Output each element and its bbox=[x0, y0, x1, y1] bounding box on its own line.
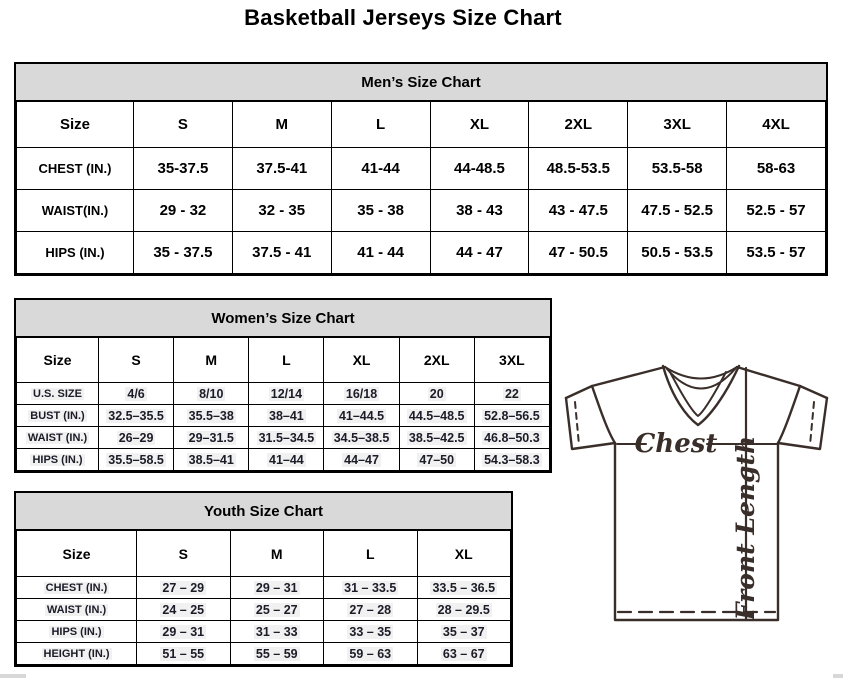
size-column-header: XL bbox=[324, 338, 399, 383]
measurement-value-cell: 48.5-53.5 bbox=[529, 148, 628, 190]
jersey-sleeve-left bbox=[566, 398, 615, 449]
measurement-value-cell: 59 – 63 bbox=[324, 643, 418, 665]
size-column-header: 2XL bbox=[399, 338, 474, 383]
measurement-value-cell: 26–29 bbox=[99, 427, 174, 449]
measurement-value-cell: 47 - 50.5 bbox=[529, 232, 628, 274]
measurement-value-cell: 37.5 - 41 bbox=[232, 232, 331, 274]
page-title: Basketball Jerseys Size Chart bbox=[244, 5, 562, 30]
size-column-header: M bbox=[232, 102, 331, 148]
horizontal-scrollbar-fragment-right[interactable] bbox=[833, 674, 843, 678]
size-column-header: 3XL bbox=[628, 102, 727, 148]
measurement-value-cell: 29 - 32 bbox=[134, 190, 233, 232]
size-column-header: S bbox=[134, 102, 233, 148]
measurement-value-cell: 35 – 37 bbox=[417, 621, 511, 643]
measurement-value-cell: 54.3–58.3 bbox=[474, 449, 549, 471]
measurement-value-cell: 35.5–58.5 bbox=[99, 449, 174, 471]
measurement-value-cell: 44–47 bbox=[324, 449, 399, 471]
measurement-value-cell: 29 – 31 bbox=[230, 577, 324, 599]
measurement-row bbox=[17, 148, 826, 190]
size-column-header: L bbox=[331, 102, 430, 148]
jersey-measurement-diagram bbox=[556, 356, 832, 648]
measurement-row-label: CHEST (IN.) bbox=[17, 148, 134, 190]
jersey-side-right bbox=[778, 386, 800, 443]
measurement-row-label: HEIGHT (IN.) bbox=[17, 643, 137, 665]
front-length-label: Front Length bbox=[731, 435, 760, 621]
measurement-row-label: WAIST(IN.) bbox=[17, 190, 134, 232]
measurement-value-cell: 38.5–41 bbox=[174, 449, 249, 471]
jersey-cuff-stitch-left bbox=[575, 402, 579, 445]
measurement-value-cell: 33.5 – 36.5 bbox=[417, 577, 511, 599]
measurement-row-label: U.S. SIZE bbox=[17, 383, 99, 405]
mens-size-chart bbox=[14, 62, 828, 276]
womens-size-chart bbox=[14, 298, 552, 473]
jersey-cuff-stitch-right bbox=[810, 402, 814, 445]
measurement-value-cell: 16/18 bbox=[324, 383, 399, 405]
measurement-value-cell: 35-37.5 bbox=[134, 148, 233, 190]
jersey-shoulder-right bbox=[737, 367, 827, 398]
measurement-value-cell: 29–31.5 bbox=[174, 427, 249, 449]
size-header-row bbox=[17, 102, 826, 148]
measurement-value-cell: 12/14 bbox=[249, 383, 324, 405]
size-column-header: 3XL bbox=[474, 338, 549, 383]
measurement-row bbox=[17, 427, 550, 449]
measurement-value-cell: 35 - 38 bbox=[331, 190, 430, 232]
measurement-value-cell: 27 – 28 bbox=[324, 599, 418, 621]
measurement-value-cell: 32 - 35 bbox=[232, 190, 331, 232]
horizontal-scrollbar-fragment-left[interactable] bbox=[0, 674, 26, 678]
measurement-row-label: HIPS (IN.) bbox=[17, 232, 134, 274]
size-column-header: L bbox=[249, 338, 324, 383]
size-column-header: 4XL bbox=[727, 102, 826, 148]
measurement-value-cell: 44 - 47 bbox=[430, 232, 529, 274]
measurement-value-cell: 53.5 - 57 bbox=[727, 232, 826, 274]
measurement-row bbox=[17, 449, 550, 471]
measurement-value-cell: 8/10 bbox=[174, 383, 249, 405]
youth-chart-header: Youth Size Chart bbox=[16, 493, 511, 530]
jersey-side-left bbox=[592, 386, 615, 443]
jersey-collar-v-outer bbox=[663, 366, 739, 425]
mens-chart-header: Men’s Size Chart bbox=[16, 64, 826, 101]
measurement-value-cell: 4/6 bbox=[99, 383, 174, 405]
size-column-header: S bbox=[137, 531, 231, 577]
size-header-row bbox=[17, 338, 550, 383]
measurement-row-label: HIPS (IN.) bbox=[17, 621, 137, 643]
measurement-row bbox=[17, 405, 550, 427]
size-column-header: M bbox=[230, 531, 324, 577]
size-column-header: XL bbox=[417, 531, 511, 577]
chest-label: Chest bbox=[634, 429, 718, 459]
measurement-row bbox=[17, 190, 826, 232]
measurement-row-label: HIPS (IN.) bbox=[17, 449, 99, 471]
womens-size-table bbox=[16, 337, 550, 471]
measurement-value-cell: 22 bbox=[474, 383, 549, 405]
youth-size-table bbox=[16, 530, 511, 665]
jersey-shoulder-left bbox=[566, 367, 665, 398]
measurement-value-cell: 35 - 37.5 bbox=[134, 232, 233, 274]
size-corner-header: Size bbox=[17, 102, 134, 148]
youth-size-chart bbox=[14, 491, 513, 667]
measurement-value-cell: 37.5-41 bbox=[232, 148, 331, 190]
measurement-value-cell: 25 – 27 bbox=[230, 599, 324, 621]
size-column-header: L bbox=[324, 531, 418, 577]
size-column-header: S bbox=[99, 338, 174, 383]
measurement-value-cell: 34.5–38.5 bbox=[324, 427, 399, 449]
measurement-value-cell: 32.5–35.5 bbox=[99, 405, 174, 427]
measurement-row bbox=[17, 383, 550, 405]
size-column-header: 2XL bbox=[529, 102, 628, 148]
measurement-value-cell: 38.5–42.5 bbox=[399, 427, 474, 449]
measurement-value-cell: 52.8–56.5 bbox=[474, 405, 549, 427]
measurement-value-cell: 41–44.5 bbox=[324, 405, 399, 427]
measurement-value-cell: 47.5 - 52.5 bbox=[628, 190, 727, 232]
measurement-row-label: WAIST (IN.) bbox=[17, 599, 137, 621]
measurement-row bbox=[17, 599, 511, 621]
measurement-value-cell: 20 bbox=[399, 383, 474, 405]
measurement-value-cell: 27 – 29 bbox=[137, 577, 231, 599]
measurement-value-cell: 38–41 bbox=[249, 405, 324, 427]
size-column-header: XL bbox=[430, 102, 529, 148]
size-corner-header: Size bbox=[17, 338, 99, 383]
measurement-value-cell: 41-44 bbox=[331, 148, 430, 190]
measurement-value-cell: 46.8–50.3 bbox=[474, 427, 549, 449]
measurement-value-cell: 31.5–34.5 bbox=[249, 427, 324, 449]
womens-chart-header: Women’s Size Chart bbox=[16, 300, 550, 337]
size-corner-header: Size bbox=[17, 531, 137, 577]
measurement-row bbox=[17, 643, 511, 665]
mens-size-table bbox=[16, 101, 826, 274]
measurement-row-label: CHEST (IN.) bbox=[17, 577, 137, 599]
measurement-row bbox=[17, 621, 511, 643]
measurement-value-cell: 29 – 31 bbox=[137, 621, 231, 643]
size-header-row bbox=[17, 531, 511, 577]
measurement-value-cell: 41 - 44 bbox=[331, 232, 430, 274]
measurement-value-cell: 44.5–48.5 bbox=[399, 405, 474, 427]
measurement-row bbox=[17, 577, 511, 599]
measurement-value-cell: 53.5-58 bbox=[628, 148, 727, 190]
size-column-header: M bbox=[174, 338, 249, 383]
measurement-value-cell: 31 – 33.5 bbox=[324, 577, 418, 599]
measurement-value-cell: 55 – 59 bbox=[230, 643, 324, 665]
measurement-value-cell: 63 – 67 bbox=[417, 643, 511, 665]
measurement-value-cell: 52.5 - 57 bbox=[727, 190, 826, 232]
measurement-value-cell: 33 – 35 bbox=[324, 621, 418, 643]
measurement-value-cell: 28 – 29.5 bbox=[417, 599, 511, 621]
measurement-value-cell: 44-48.5 bbox=[430, 148, 529, 190]
measurement-row-label: BUST (IN.) bbox=[17, 405, 99, 427]
measurement-value-cell: 41–44 bbox=[249, 449, 324, 471]
measurement-value-cell: 47–50 bbox=[399, 449, 474, 471]
measurement-value-cell: 38 - 43 bbox=[430, 190, 529, 232]
measurement-value-cell: 43 - 47.5 bbox=[529, 190, 628, 232]
measurement-row-label: WAIST (IN.) bbox=[17, 427, 99, 449]
measurement-row bbox=[17, 232, 826, 274]
measurement-value-cell: 50.5 - 53.5 bbox=[628, 232, 727, 274]
measurement-value-cell: 51 – 55 bbox=[137, 643, 231, 665]
measurement-value-cell: 35.5–38 bbox=[174, 405, 249, 427]
measurement-value-cell: 58-63 bbox=[727, 148, 826, 190]
measurement-value-cell: 31 – 33 bbox=[230, 621, 324, 643]
measurement-value-cell: 24 – 25 bbox=[137, 599, 231, 621]
